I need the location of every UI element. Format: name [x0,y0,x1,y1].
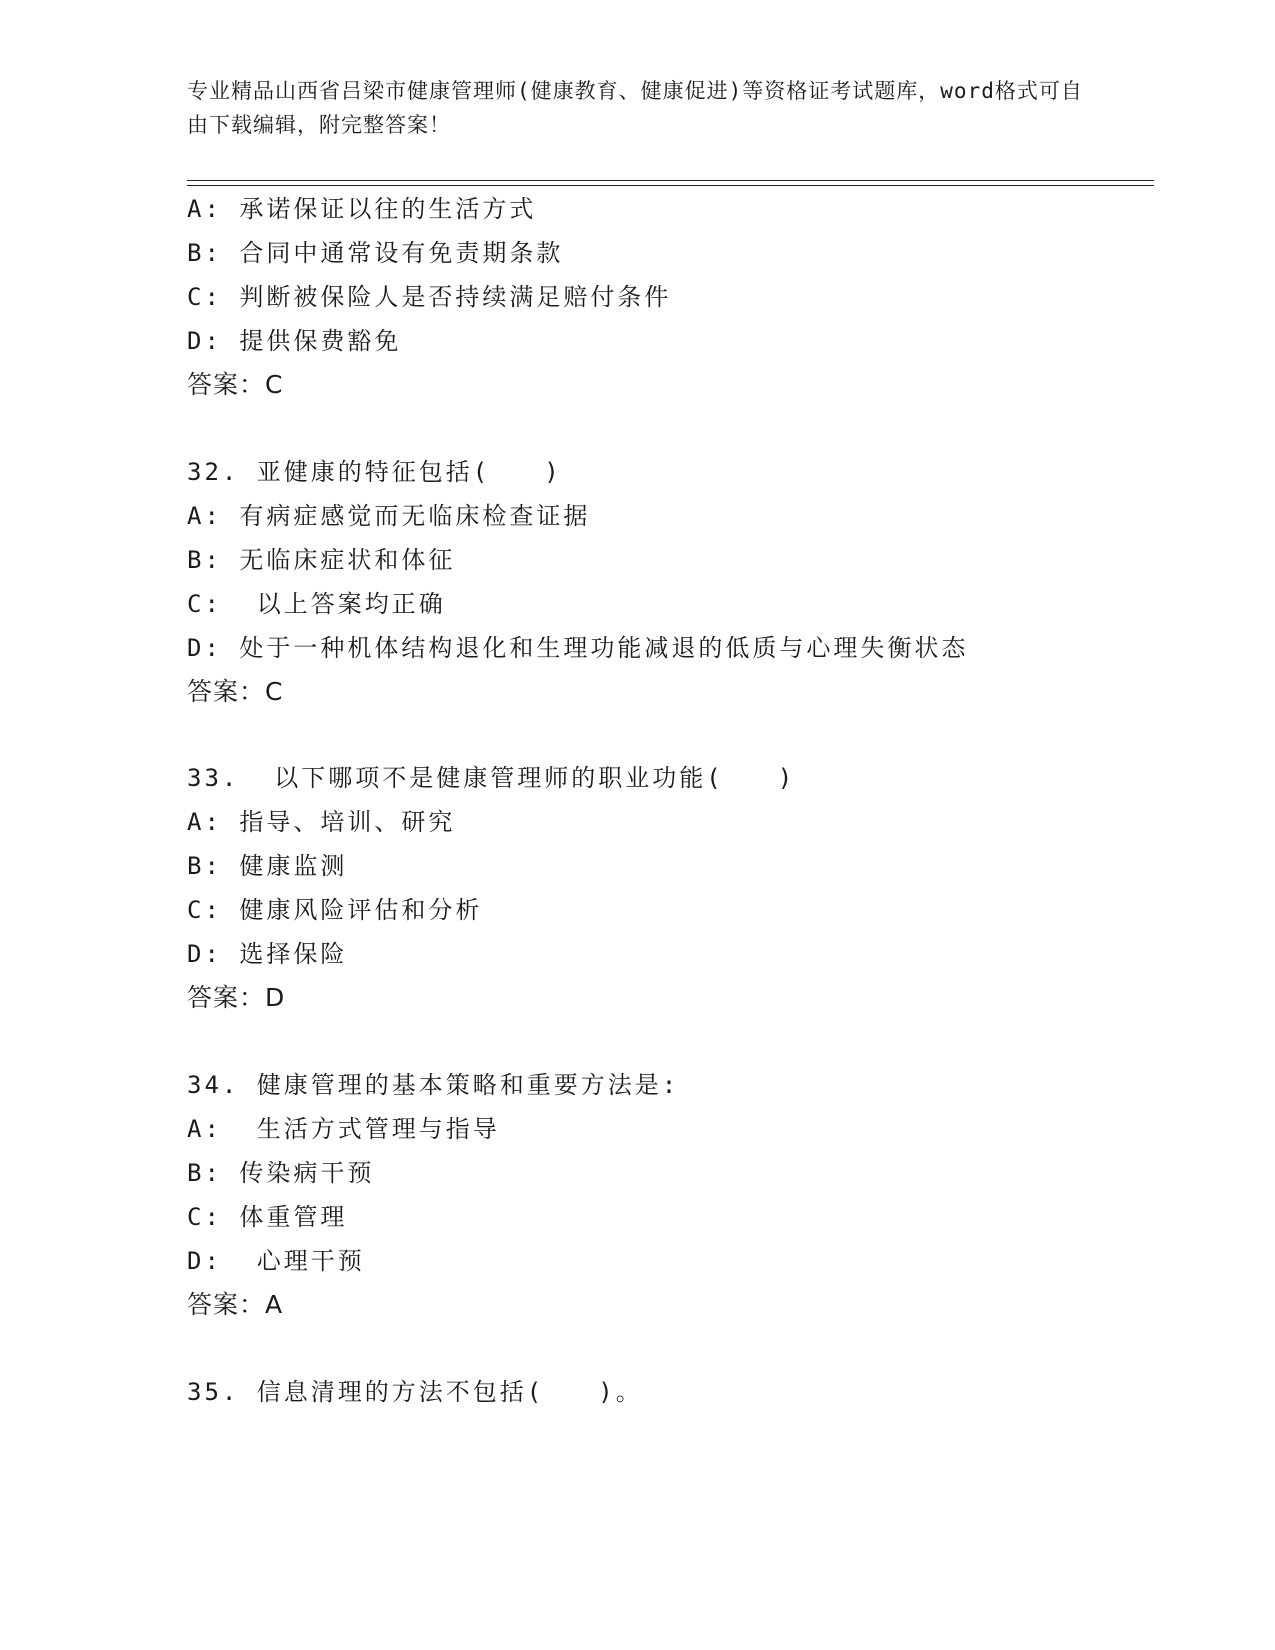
q33-option-a: A: 指导、培训、研究 [187,808,456,836]
q35-question: 35. 信息清理的方法不包括( )。 [187,1378,643,1406]
q33-option-c: C: 健康风险评估和分析 [187,896,483,924]
q33-answer: 答案：D [187,983,286,1012]
header-rule-bottom [187,185,1154,186]
q31-option-c: C: 判断被保险人是否持续满足赔付条件 [187,283,672,311]
header-rule-top [187,180,1154,181]
q34-option-c: C: 体重管理 [187,1203,348,1231]
q33-option-d: D: 选择保险 [187,940,348,968]
q31-option-b: B: 合同中通常设有免责期条款 [187,239,564,267]
q32-answer: 答案：C [187,677,284,706]
q34-option-a: A: 生活方式管理与指导 [187,1115,500,1143]
q32-question: 32. 亚健康的特征包括( ) [187,458,562,486]
q34-question: 34. 健康管理的基本策略和重要方法是: [187,1071,680,1099]
q33-option-b: B: 健康监测 [187,852,348,880]
document-header: 专业精品山西省吕梁市健康管理师(健康教育、健康促进)等资格证考试题库，word格式可自由下载编辑，附完整答案！ [187,79,1083,137]
q31-option-a: A: 承诺保证以往的生活方式 [187,195,537,223]
q34-option-d: D: 心理干预 [187,1247,365,1275]
q34-answer: 答案：A [187,1290,284,1319]
q31-answer: 答案：C [187,370,284,399]
q32-option-d: D: 处于一种机体结构退化和生理功能减退的低质与心理失衡状态 [187,634,969,662]
q32-option-b: B: 无临床症状和体征 [187,546,456,574]
q33-question: 33. 以下哪项不是健康管理师的职业功能( ) [187,764,796,792]
q31-option-d: D: 提供保费豁免 [187,327,402,355]
q32-option-a: A: 有病症感觉而无临床检查证据 [187,502,591,530]
q32-option-c: C: 以上答案均正确 [187,590,446,618]
q34-option-b: B: 传染病干预 [187,1159,375,1187]
